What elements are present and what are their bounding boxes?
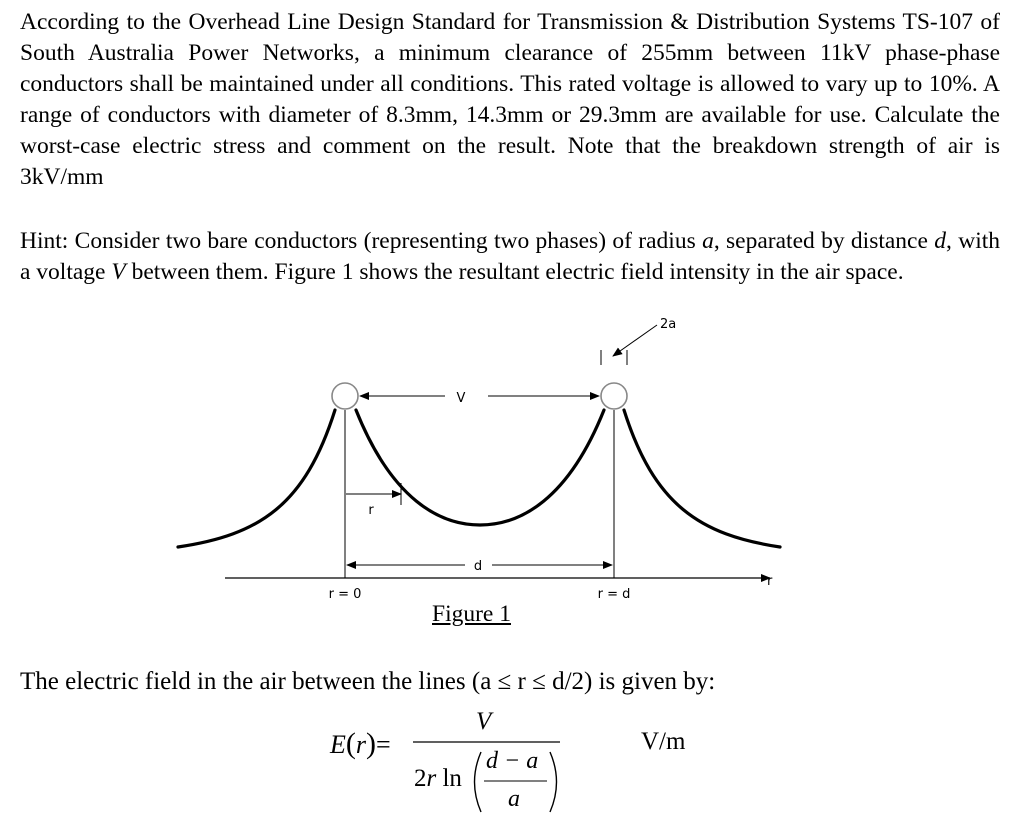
hint-text-3: , with a voltage	[20, 228, 1001, 285]
voltage-label: V	[456, 391, 466, 406]
left-paren	[475, 752, 482, 812]
hint-text-2: , separated by distance	[713, 228, 935, 254]
equation-unit: V/m	[641, 728, 686, 755]
hint-distance-symbol: d	[934, 228, 947, 254]
conductor-right-icon	[601, 383, 627, 409]
equation-denominator	[414, 765, 462, 793]
den-ln: ln	[436, 765, 462, 792]
den-coef: 2	[414, 765, 427, 792]
diameter-label: 2a	[660, 317, 677, 332]
equation-intro: The electric field in the air between the lines (a ≤ r ≤ d/2) is given by:	[20, 668, 716, 695]
hint-text-1: Hint: Consider two bare conductors (representing two phases) of radius	[20, 228, 703, 254]
distance-label: d	[473, 559, 483, 574]
r-zero-label: r = 0	[328, 587, 362, 602]
hint-text-4: between them. Figure 1 shows the resultant electric field intensity in the air space.	[125, 259, 904, 285]
field-intensity-curve	[178, 410, 780, 547]
right-paren	[550, 752, 557, 812]
figure-caption: Figure 1	[432, 601, 511, 627]
inner-numerator: d − a	[486, 748, 539, 774]
eq-r-symbol: r	[355, 730, 367, 759]
hint-voltage-symbol: V	[111, 259, 126, 285]
r-d-label: r = d	[597, 587, 631, 602]
eq-E-symbol: E	[330, 730, 346, 759]
den-r: r	[426, 765, 437, 792]
equation-lhs: E(r)=	[330, 727, 391, 760]
conductor-left-icon	[332, 383, 358, 409]
radius-label: r	[368, 503, 374, 518]
eq-equals: =	[376, 730, 391, 759]
problem-statement: According to the Overhead Line Design Standard for Transmission & Distribution Systems TS-107 of South Australia Power Networks, a minimum clearance of 255mm between 11kV phase-phase conductors shall be maintained under all conditions. This rated voltage is allowed to vary up to 10%. A range of conductors with diameter of 8.3mm, 14.3mm or 29.3mm are available for use. Calculate the worst-case electric stress and comment on the result. Note that the breakdown strength of air is 3kV/mm	[20, 9, 1000, 190]
equation-numerator: V	[476, 708, 492, 735]
diameter-pointer	[613, 325, 657, 356]
hint-radius-symbol: a	[702, 228, 714, 254]
r-axis-label: r	[767, 574, 773, 589]
inner-denominator: a	[508, 786, 520, 812]
